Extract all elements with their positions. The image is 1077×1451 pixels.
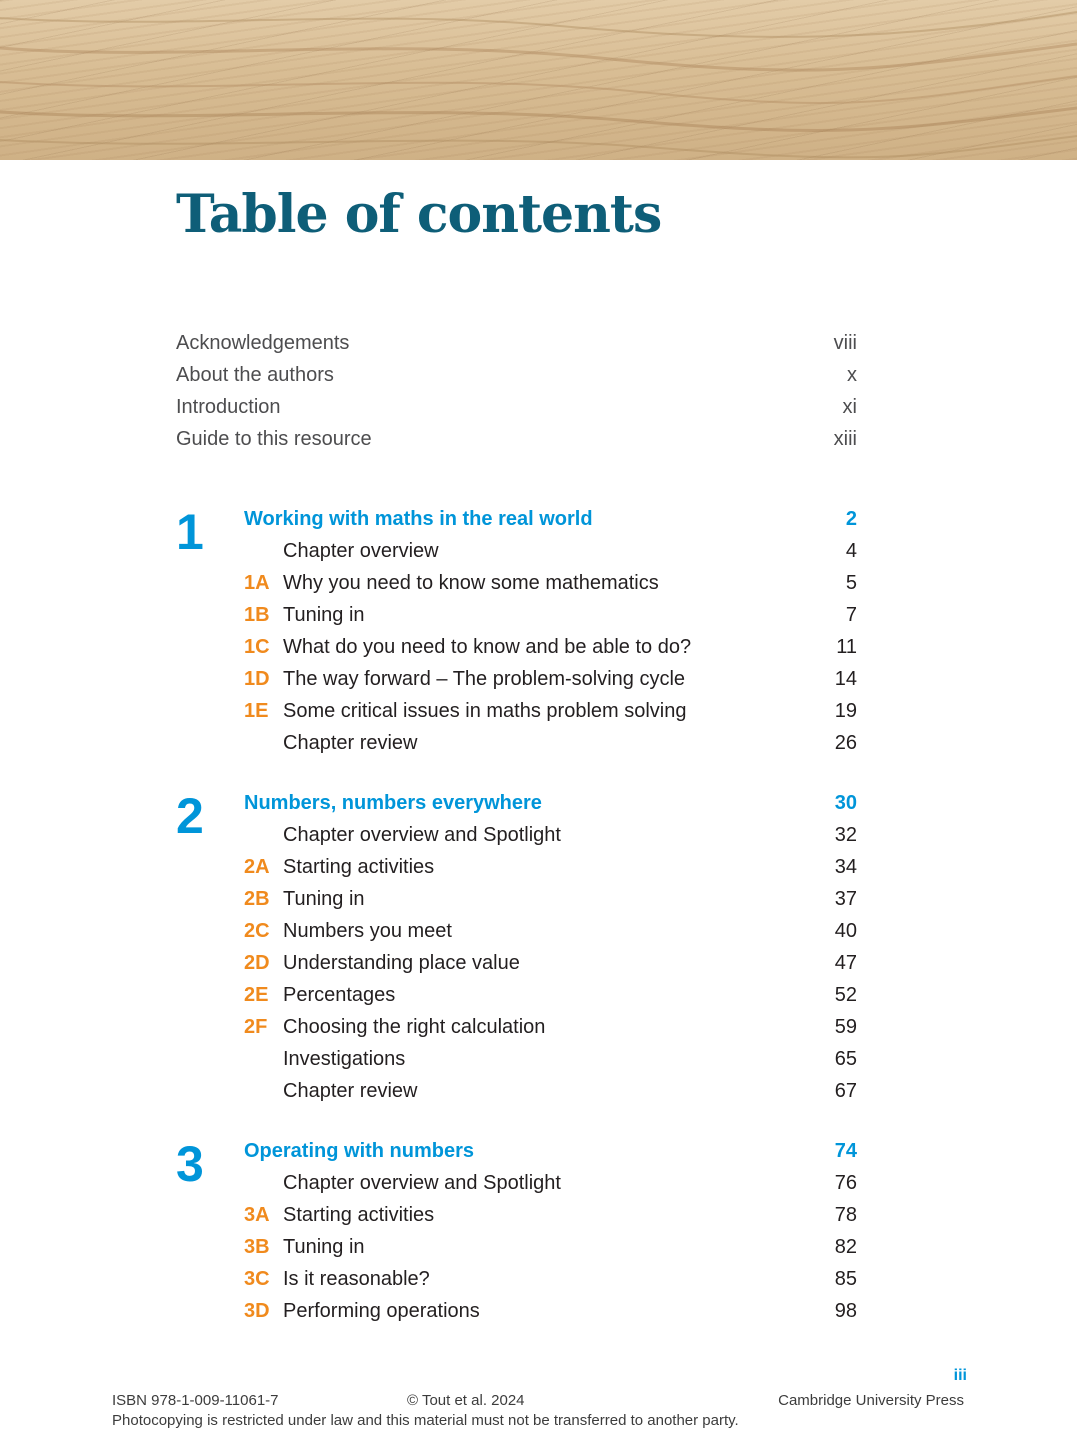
section-title: Understanding place value: [283, 952, 520, 974]
section-page: 11: [836, 636, 857, 658]
section-page: 32: [834, 824, 857, 846]
section-title: Numbers you meet: [283, 920, 452, 942]
chapter-page: 74: [834, 1140, 857, 1162]
section-page: 85: [834, 1268, 857, 1290]
section-title: Percentages: [283, 984, 396, 1006]
section-page: 5: [845, 572, 857, 594]
section-title: Starting activities: [283, 856, 435, 878]
section-item[interactable]: [176, 1080, 857, 1112]
section-item[interactable]: [176, 920, 857, 952]
chapter-block: [176, 504, 857, 764]
section-code: 3B: [244, 1236, 270, 1258]
section-title: The way forward – The problem-solving cycle: [283, 668, 686, 690]
section-item[interactable]: [176, 700, 857, 732]
section-title: Tuning in: [283, 604, 365, 626]
section-item[interactable]: [176, 1236, 857, 1268]
chapter-title: Operating with numbers: [244, 1140, 475, 1162]
section-title: Chapter overview and Spotlight: [283, 1172, 561, 1194]
section-title: Chapter review: [283, 1080, 418, 1102]
section-page: 76: [834, 1172, 857, 1194]
section-code: 3C: [244, 1268, 270, 1290]
section-code: 2C: [244, 920, 270, 942]
chapter-page: 2: [845, 508, 857, 530]
chapter-title: Numbers, numbers everywhere: [244, 792, 542, 814]
section-page: 34: [834, 856, 857, 878]
section-code: 1D: [244, 668, 270, 690]
footer-publisher: Cambridge University Press: [778, 1392, 964, 1409]
section-item[interactable]: [176, 856, 857, 888]
section-item[interactable]: [176, 984, 857, 1016]
section-title: Chapter review: [283, 732, 418, 754]
section-item[interactable]: [176, 732, 857, 764]
front-matter-item[interactable]: [176, 332, 857, 364]
section-title: Tuning in: [283, 888, 365, 910]
section-title: Starting activities: [283, 1204, 435, 1226]
section-item[interactable]: [176, 1016, 857, 1048]
wood-grain-pattern: [0, 0, 1077, 160]
section-item[interactable]: [176, 1300, 857, 1332]
front-matter-page: x: [847, 364, 857, 386]
page-folio: iii: [953, 1367, 967, 1384]
section-code: 1A: [244, 572, 270, 594]
section-code: 2A: [244, 856, 270, 878]
footer-copyright: © Tout et al. 2024: [407, 1392, 525, 1409]
front-matter-label: Guide to this resource: [176, 428, 372, 450]
section-page: 40: [834, 920, 857, 942]
chapter-title: Working with maths in the real world: [244, 508, 593, 530]
section-page: 78: [834, 1204, 857, 1226]
section-item[interactable]: [176, 540, 857, 572]
section-title: Tuning in: [283, 1236, 365, 1258]
chapter-page: 30: [834, 792, 857, 814]
section-page: 47: [834, 952, 857, 974]
page-title: Table of contents: [176, 184, 662, 245]
chapter-list: [176, 504, 857, 1332]
section-page: 82: [834, 1236, 857, 1258]
front-matter-item[interactable]: [176, 364, 857, 396]
chapter-block: [176, 788, 857, 1112]
section-title: Performing operations: [283, 1300, 480, 1322]
front-matter-label: Acknowledgements: [176, 332, 350, 354]
section-title: Chapter overview: [283, 540, 439, 562]
wood-banner-image: [0, 0, 1077, 160]
section-title: Some critical issues in maths problem solving: [283, 700, 687, 722]
section-code: 2F: [244, 1016, 268, 1038]
section-page: 14: [834, 668, 857, 690]
section-title: Investigations: [283, 1048, 406, 1070]
section-page: 26: [834, 732, 857, 754]
chapter-number: 3: [176, 1136, 204, 1192]
section-page: 98: [834, 1300, 857, 1322]
page-footer: [112, 1391, 964, 1431]
section-page: 4: [845, 540, 857, 562]
section-page: 37: [834, 888, 857, 910]
section-item[interactable]: [176, 1204, 857, 1236]
section-title: What do you need to know and be able to do?: [283, 636, 692, 658]
section-item[interactable]: [176, 1172, 857, 1204]
front-matter-page: viii: [833, 332, 857, 354]
section-title: Chapter overview and Spotlight: [283, 824, 561, 846]
section-item[interactable]: [176, 952, 857, 984]
section-page: 19: [834, 700, 857, 722]
section-title: Choosing the right calculation: [283, 1016, 546, 1038]
section-item[interactable]: [176, 572, 857, 604]
section-title: Is it reasonable?: [283, 1268, 430, 1290]
section-item[interactable]: [176, 668, 857, 700]
front-matter-page: xiii: [833, 428, 857, 450]
chapter-number: 2: [176, 788, 204, 844]
section-code: 1C: [244, 636, 270, 658]
section-item[interactable]: [176, 1048, 857, 1080]
section-code: 2E: [244, 984, 269, 1006]
section-page: 7: [845, 604, 857, 626]
front-matter-label: Introduction: [176, 396, 281, 418]
section-item[interactable]: [176, 1268, 857, 1300]
front-matter-label: About the authors: [176, 364, 334, 386]
section-item[interactable]: [176, 888, 857, 920]
section-item[interactable]: [176, 824, 857, 856]
footer-notice: Photocopying is restricted under law and this material must not be transferred to another party.: [112, 1412, 739, 1429]
chapter-heading[interactable]: [176, 1140, 857, 1172]
section-code: 3D: [244, 1300, 270, 1322]
front-matter-list: [176, 332, 857, 460]
chapter-block: [176, 1136, 857, 1332]
chapter-number: 1: [176, 504, 204, 560]
section-item[interactable]: [176, 636, 857, 668]
section-code: 1E: [244, 700, 269, 722]
front-matter-item[interactable]: [176, 428, 857, 460]
section-page: 65: [834, 1048, 857, 1070]
front-matter-page: xi: [842, 396, 857, 418]
section-code: 3A: [244, 1204, 270, 1226]
section-title: Why you need to know some mathematics: [283, 572, 659, 594]
section-page: 52: [834, 984, 857, 1006]
front-matter-item[interactable]: [176, 396, 857, 428]
section-code: 1B: [244, 604, 270, 626]
chapter-heading[interactable]: [176, 792, 857, 824]
section-code: 2D: [244, 952, 270, 974]
section-page: 59: [834, 1016, 857, 1038]
footer-isbn: ISBN 978-1-009-11061-7: [112, 1392, 279, 1409]
section-code: 2B: [244, 888, 270, 910]
chapter-heading[interactable]: [176, 508, 857, 540]
section-page: 67: [834, 1080, 857, 1102]
section-item[interactable]: [176, 604, 857, 636]
